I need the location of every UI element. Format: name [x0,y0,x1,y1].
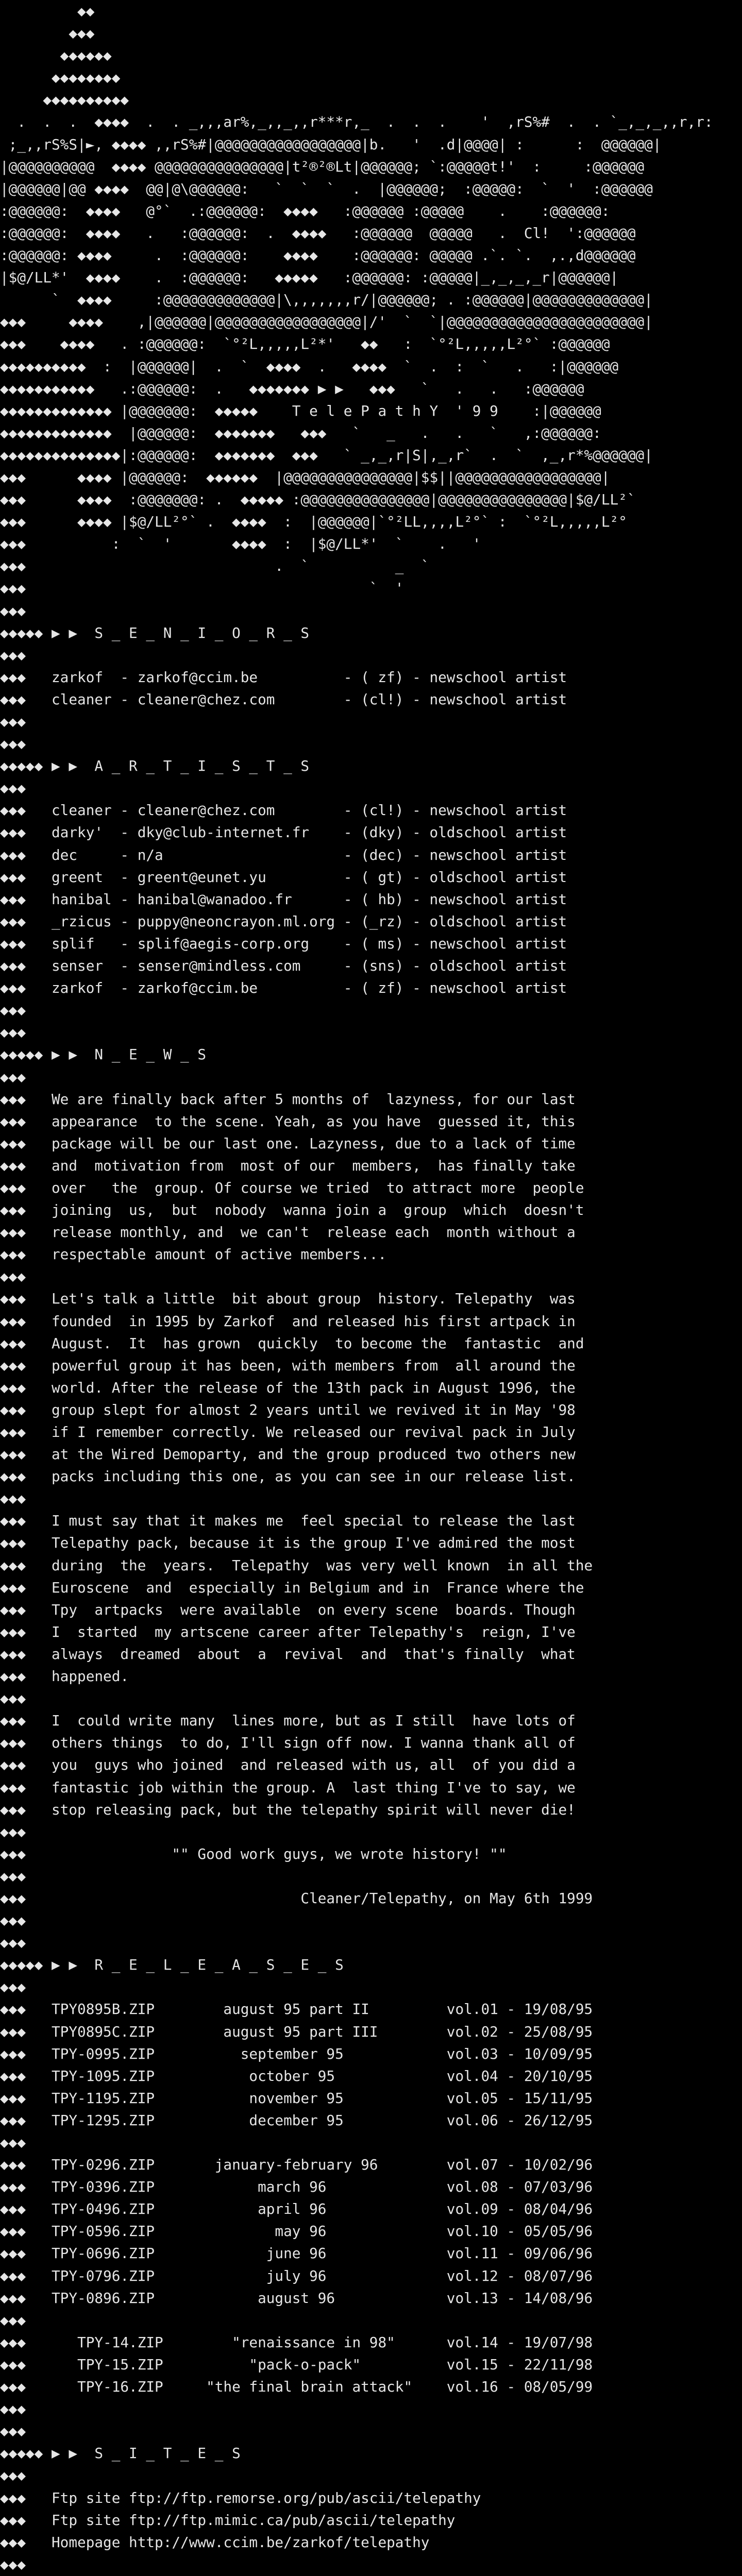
nfo-text: ◆◆ ◆◆◆ ◆◆◆◆◆◆ ◆◆◆◆◆◆◆◆ ◆◆◆◆◆◆◆◆◆◆ . . . ◆◆◆◆ . . _,,,ar%,_,,_,,r***r,_ . . . ' ,rS%# . . `_,_,_,,r,r: ;_,,rS%S|►, ◆◆◆◆ ,,rS%#|@@@@@@@@@@@@@@@@@|b. ' .d|@@@@| : : @@@@@@| |@@@@@@@@@@ ◆◆◆◆ @@@@@@@@@@@@@@@|t²®²®Lt|@@@@@@; `:@@@@@t!' : :@@@@@@ |@@@@@@|@@ ◆◆◆◆ @@|@\@@@@@@: ` ` ` . |@@@@@@; :@@@@@: ` ' :@@@@@@ :@@@@@@: ◆◆◆◆ @°` .:@@@@@@: ◆◆◆◆ :@@@@@@ :@@@@@ . :@@@@@@: :@@@@@@: ◆◆◆◆ . :@@@@@@: . ◆◆◆◆ :@@@@@@ @@@@@ . Cl! ':@@@@@@ :@@@@@@: ◆◆◆◆ . :@@@@@@: ◆◆◆◆ :@@@@@@: @@@@@ .`. `. ,.,d@@@@@@ |$@/LL*' ◆◆◆◆ . :@@@@@@: ◆◆◆◆◆ :@@@@@@: :@@@@@|_,_,_,_r|@@@@@@| ` ◆◆◆◆ :@@@@@@@@@@@@@|\,,,,,,,r/|@@@@@@; . :@@@@@@|@@@@@@@@@@@@@| ◆◆◆ ◆◆◆◆ ,|@@@@@@|@@@@@@@@@@@@@@@@@|/' ` `|@@@@@@@@@@@@@@@@@@@@@@@| ◆◆◆ ◆◆◆◆ . :@@@@@@: `°²L,,,,,L²*' ◆◆ : `°²L,,,,,L²°` :@@@@@@ ◆◆◆◆◆◆◆◆◆◆ : |@@@@@@| . ` ◆◆◆◆ . ◆◆◆◆ ` . : ` . :|@@@@@@ ◆◆◆◆◆◆◆◆◆◆◆ .:@@@@@@: . ◆◆◆◆◆◆◆ ▶ ▶ ◆◆◆ ` . . :@@@@@@ ◆◆◆◆◆◆◆◆◆◆◆◆◆ |@@@@@@@: ◆◆◆◆◆ T e l e P a t h Y ' 9 9 :|@@@@@@ ◆◆◆◆◆◆◆◆◆◆◆◆◆ |@@@@@@: ◆◆◆◆◆◆◆ ◆◆◆ ` _ . . ` ,:@@@@@@: ◆◆◆◆◆◆◆◆◆◆◆◆◆◆|:@@@@@@: ◆◆◆◆◆◆◆ ◆◆◆ ` _,_,r|S|,_,r` . ` ,_,r*%@@@@@@| ◆◆◆ ◆◆◆◆ |@@@@@@: ◆◆◆◆◆◆ |@@@@@@@@@@@@@@@|$$||@@@@@@@@@@@@@@@@@| ◆◆◆ ◆◆◆◆ :@@@@@@@: . ◆◆◆◆◆ :@@@@@@@@@@@@@@@|@@@@@@@@@@@@@@@|$@/LL²` ◆◆◆ ◆◆◆◆ |$@/LL²°` . ◆◆◆◆ : |@@@@@@|`°²LL,,,,L²°` : `°²L,,,,,L²° ◆◆◆ : ` ' ◆◆◆◆ : |$@/LL*' ` . ' ◆◆◆ . ` _ ` ◆◆◆ ` ' ◆◆◆ ◆◆◆◆◆ ▶ ▶ S _ E _ N _ I _ O _ R _ S ◆◆◆ ◆◆◆ zarkof - zarkof@ccim.be - ( zf) - newschool artist ◆◆◆ cleaner - cleaner@chez.com - (cl!) - newschool artist ◆◆◆ ◆◆◆ ◆◆◆◆◆ ▶ ▶ A _ R _ T _ I _ S _ T _ S ◆◆◆ ◆◆◆ cleaner - cleaner@chez.com - (cl!) - newschool artist ◆◆◆ darky' - dky@club-internet.fr - (dky) - oldschool artist ◆◆◆ dec - n/a - (dec) - newschool artist ◆◆◆ greent - greent@eunet.yu - ( gt) - oldschool artist ◆◆◆ hanibal - hanibal@wanadoo.fr - ( hb) - newschool artist ◆◆◆ _rzicus - puppy@neoncrayon.ml.org - (_rz) - oldschool artist ◆◆◆ splif - splif@aegis-corp.org - ( ms) - newschool artist ◆◆◆ senser - senser@mindless.com - (sns) - oldschool artist ◆◆◆ zarkof - zarkof@ccim.be - ( zf) - newschool artist ◆◆◆ ◆◆◆ ◆◆◆◆◆ ▶ ▶ N _ E _ W _ S ◆◆◆ ◆◆◆ We are finally back after 5 months of lazyness, for our last ◆◆◆ appearance to the scene. Yeah, as you have guessed it, this ◆◆◆ package will be our last one. Lazyness, due to a lack of time ◆◆◆ and motivation from most of our members, has finally take ◆◆◆ over the group. Of course we tried to attract more people ◆◆◆ joining us, but nobody wanna join a group which doesn't ◆◆◆ release monthly, and we can't release each month without a ◆◆◆ respectable amount of active members... ◆◆◆ ◆◆◆ Let's talk a little bit about group history. Telepathy was ◆◆◆ founded in 1995 by Zarkof and released his first artpack in ◆◆◆ August. It has grown quickly to become the fantastic and ◆◆◆ powerful group it has been, with members from all around the ◆◆◆ world. After the release of the 13th pack in August 1996, the ◆◆◆ group slept for almost 2 years until we revived it in May '98 ◆◆◆ if I remember correctly. We released our revival pack in July ◆◆◆ at the Wired Demoparty, and the group produced two others new ◆◆◆ packs including this one, as you can see in our release list. ◆◆◆ ◆◆◆ I must say that it makes me feel special to release the last ◆◆◆ Telepathy pack, because it is the group I've admired the most ◆◆◆ during the years. Telepathy was very well known in all the ◆◆◆ Euroscene and especially in Belgium and in France where the ◆◆◆ Tpy artpacks were available on every scene boards. Though ◆◆◆ I started my artscene career after Telepathy's reign, I've ◆◆◆ always dreamed about a revival and that's finally what ◆◆◆ happened. ◆◆◆ ◆◆◆ I could write many lines more, but as I still have lots of ◆◆◆ others things to do, I'll sign off now. I wanna thank all of ◆◆◆ you guys who joined and released with us, all of you did a ◆◆◆ fantastic job within the group. A last thing I've to say, we ◆◆◆ stop releasing pack, but the telepathy spirit will never die! ◆◆◆ ◆◆◆ "" Good work guys, we wrote history! "" ◆◆◆ ◆◆◆ Cleaner/Telepathy, on May 6th 1999 ◆◆◆ ◆◆◆ ◆◆◆◆◆ ▶ ▶ R _ E _ L _ E _ A _ S _ E _ S ◆◆◆ ◆◆◆ TPY0895B.ZIP august 95 part II vol.01 - 19/08/95 ◆◆◆ TPY0895C.ZIP august 95 part III vol.02 - 25/08/95 ◆◆◆ TPY-0995.ZIP september 95 vol.03 - 10/09/95 ◆◆◆ TPY-1095.ZIP october 95 vol.04 - 20/10/95 ◆◆◆ TPY-1195.ZIP november 95 vol.05 - 15/11/95 ◆◆◆ TPY-1295.ZIP december 95 vol.06 - 26/12/95 ◆◆◆ ◆◆◆ TPY-0296.ZIP january-february 96 vol.07 - 10/02/96 ◆◆◆ TPY-0396.ZIP march 96 vol.08 - 07/03/96 ◆◆◆ TPY-0496.ZIP april 96 vol.09 - 08/04/96 ◆◆◆ TPY-0596.ZIP may 96 vol.10 - 05/05/96 ◆◆◆ TPY-0696.ZIP june 96 vol.11 - 09/06/96 ◆◆◆ TPY-0796.ZIP july 96 vol.12 - 08/07/96 ◆◆◆ TPY-0896.ZIP august 96 vol.13 - 14/08/96 ◆◆◆ ◆◆◆ TPY-14.ZIP "renaissance in 98" vol.14 - 19/07/98 ◆◆◆ TPY-15.ZIP "pack-o-pack" vol.15 - 22/11/98 ◆◆◆ TPY-16.ZIP "the final brain attack" vol.16 - 08/05/99 ◆◆◆ ◆◆◆ ◆◆◆◆◆ ▶ ▶ S _ I _ T _ E _ S ◆◆◆ ◆◆◆ Ftp site ftp://ftp.remorse.org/pub/ascii/telepathy ◆◆◆ Ftp site ftp://ftp.mimic.ca/pub/ascii/telepathy ◆◆◆ Homepage http://www.ccim.be/zarkof/telepathy ◆◆◆ [0,0,742,2576]
